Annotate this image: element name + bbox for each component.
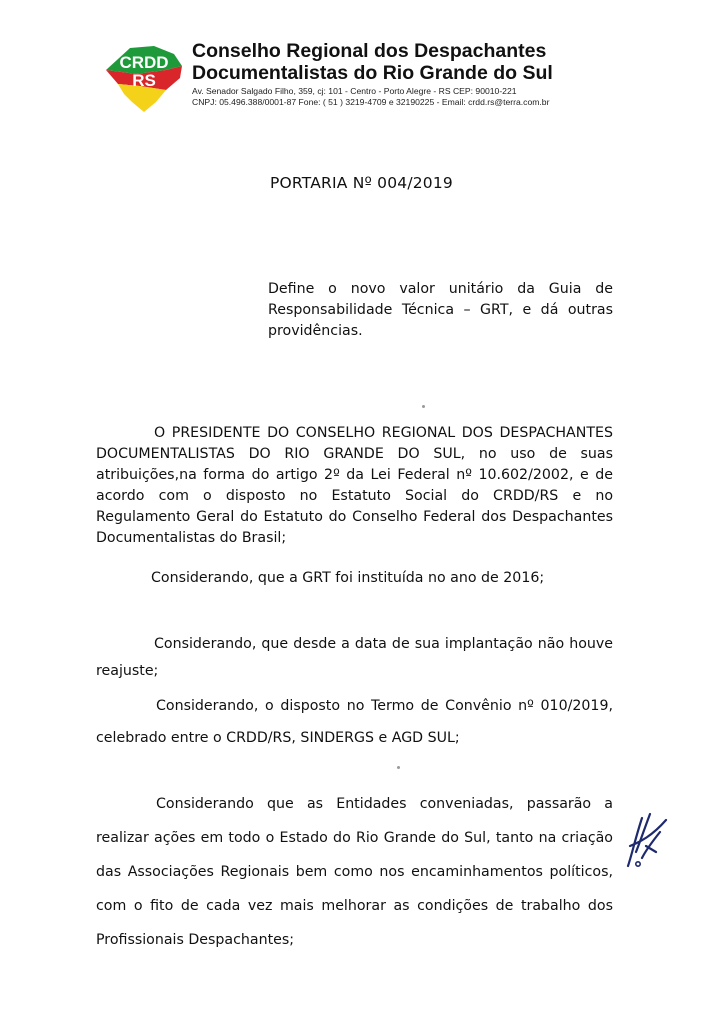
logo-text-rs: RS bbox=[132, 71, 156, 90]
council-name-line2: Documentalistas do Rio Grande do Sul bbox=[192, 62, 553, 84]
document-summary: Define o novo valor unitário da Guia de Responsabilidade Técnica – GRT, e dá outras providências. bbox=[268, 281, 613, 339]
considering-paragraph-4: Considerando que as Entidades conveniadas, passarão a realizar ações em todo o Estado do Rio Grande do Sul, tanto na criação das Associações Regionais bem como nos encaminhamentos políticos, com o fito de cada vez mais melhorar as condições de trabalho dos Profissionais Despachantes; bbox=[96, 796, 613, 948]
letterhead bbox=[96, 38, 656, 118]
scan-speck bbox=[422, 405, 425, 408]
considering-paragraph-1: Considerando, que a GRT foi instituída no ano de 2016; bbox=[151, 570, 545, 586]
considering-paragraph-3: Considerando, o disposto no Termo de Convênio nº 010/2019, celebrado entre o CRDD/RS, SINDERGS e AGD SUL; bbox=[96, 698, 613, 746]
preamble-paragraph: O PRESIDENTE DO CONSELHO REGIONAL DOS DESPACHANTES DOCUMENTALISTAS DO RIO GRANDE DO SUL, no uso de suas atribuições,na forma do artigo 2º da Lei Federal nº 10.602/2002, e de acordo com o disposto no Estatuto Social do CRDD/RS e no Regulamento Geral do Estatuto do Conselho Federal dos Despachantes Documentalistas do Brasil; bbox=[96, 425, 613, 546]
council-name-line1: Conselho Regional dos Despachantes bbox=[192, 40, 547, 62]
council-address bbox=[192, 86, 549, 108]
address-line2: CNPJ: 05.496.388/0001-87 Fone: ( 51 ) 3219-4709 e 32190225 - Email: crdd.rs@terra.com.br bbox=[192, 97, 550, 107]
logo-text-crdd: CRDD bbox=[119, 53, 169, 72]
address-line1: Av. Senador Salgado Filho, 359, cj: 101 - Centro - Porto Alegre - RS CEP: 90010-221 bbox=[192, 86, 517, 96]
council-name bbox=[192, 40, 553, 84]
considering-paragraph-2: Considerando, que desde a data de sua implantação não houve reajuste; bbox=[96, 636, 613, 679]
crdd-rs-logo bbox=[96, 40, 192, 116]
scan-speck bbox=[397, 766, 400, 769]
handwritten-initials bbox=[622, 806, 670, 870]
document-title: PORTARIA Nº 004/2019 bbox=[269, 174, 453, 192]
